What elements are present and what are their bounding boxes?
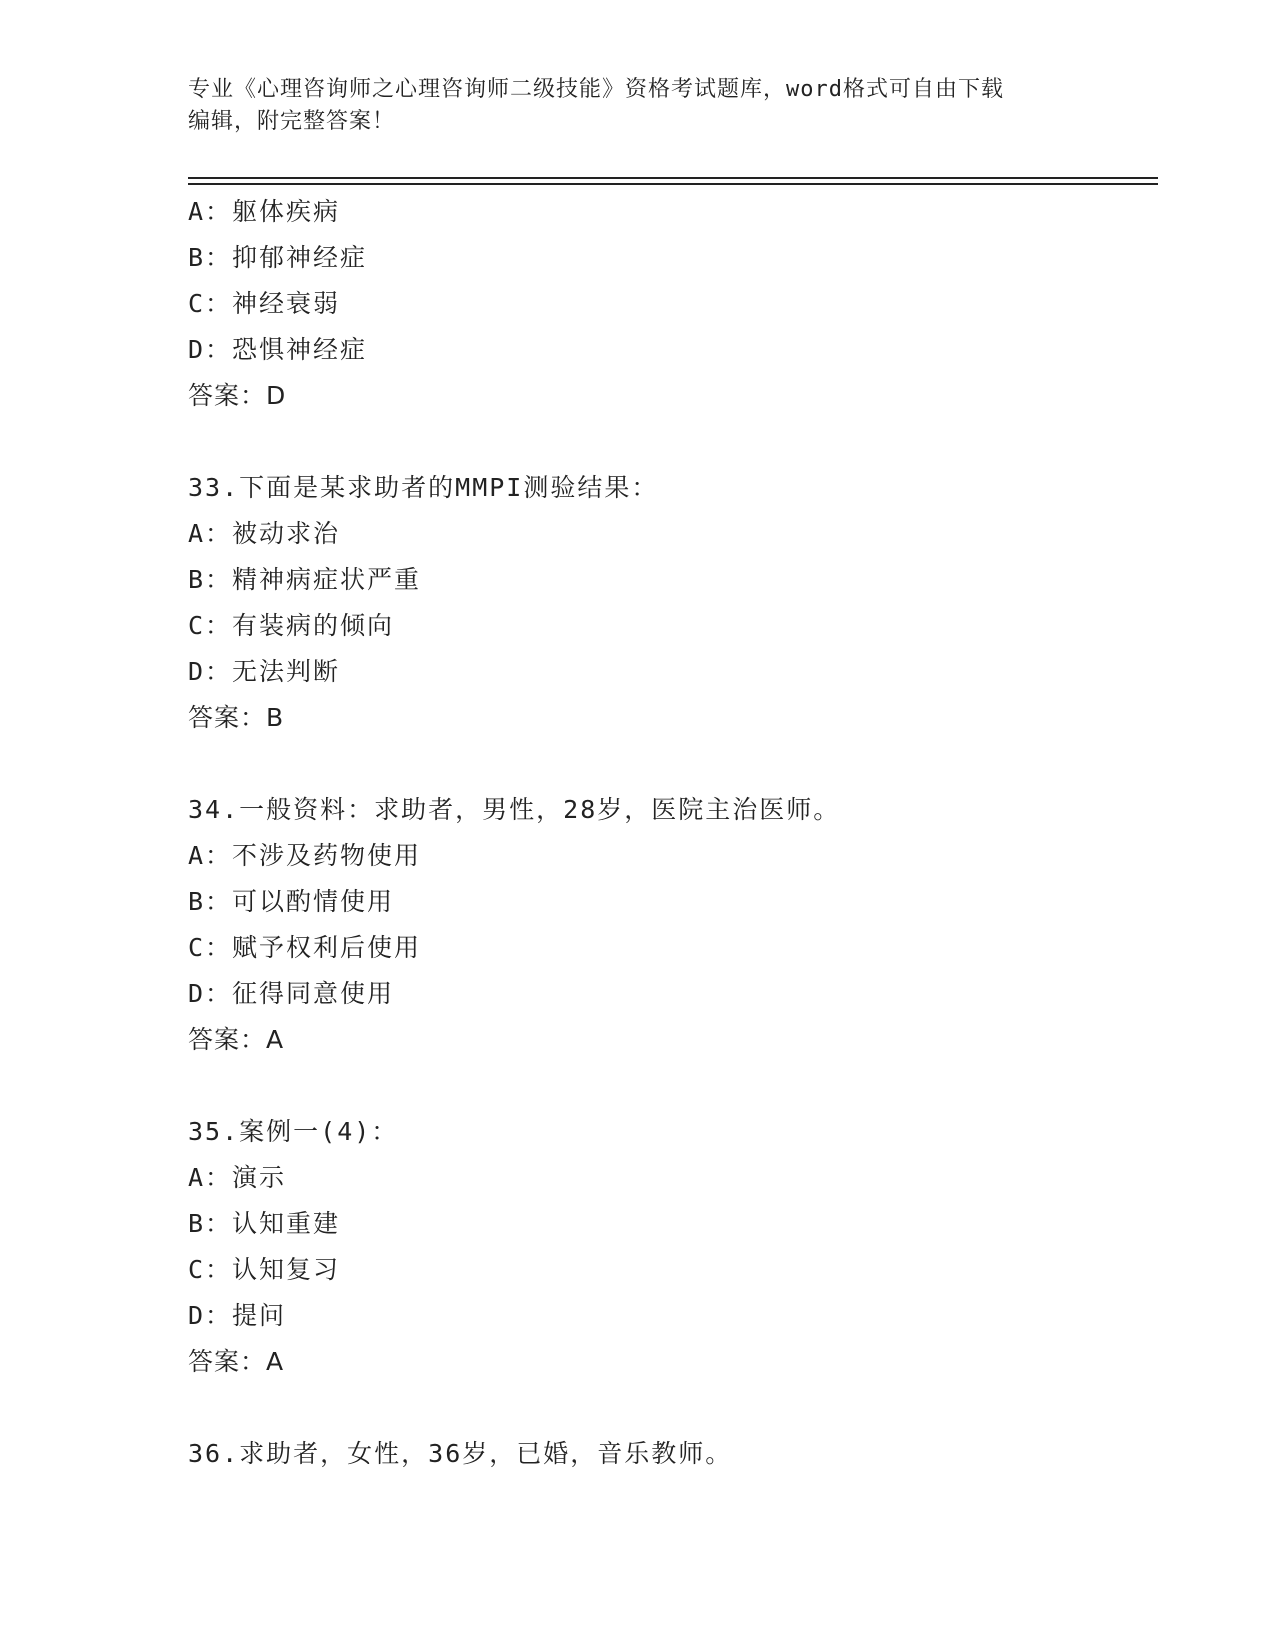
option-a: A：躯体疾病 — [188, 197, 341, 226]
option-b: B：可以酌情使用 — [188, 887, 395, 916]
option-b: B：精神病症状严重 — [188, 565, 422, 594]
answer: 答案：B — [188, 703, 285, 732]
question-34 — [188, 787, 1158, 1063]
header-line-2: 编辑，附完整答案！ — [188, 109, 396, 134]
question-text: 35.案例一(4)： — [188, 1117, 399, 1146]
document-header — [188, 74, 1088, 138]
question-33 — [188, 465, 1158, 741]
option-c: C：赋予权利后使用 — [188, 933, 422, 962]
option-a: A：演示 — [188, 1163, 287, 1192]
header-divider-top — [188, 177, 1158, 179]
question-32-continued — [188, 189, 1158, 419]
option-c: C：神经衰弱 — [188, 289, 341, 318]
answer: 答案：A — [188, 1025, 285, 1054]
question-text: 36.求助者，女性，36岁，已婚，音乐教师。 — [188, 1439, 733, 1468]
question-36 — [188, 1431, 1158, 1477]
option-d: D：恐惧神经症 — [188, 335, 368, 364]
question-text: 34.一般资料：求助者，男性，28岁，医院主治医师。 — [188, 795, 841, 824]
option-b: B：抑郁神经症 — [188, 243, 368, 272]
option-d: D：征得同意使用 — [188, 979, 395, 1008]
option-b: B：认知重建 — [188, 1209, 341, 1238]
option-c: C：有装病的倾向 — [188, 611, 395, 640]
question-35 — [188, 1109, 1158, 1385]
question-list — [188, 189, 1158, 1477]
option-a: A：被动求治 — [188, 519, 341, 548]
option-d: D：无法判断 — [188, 657, 341, 686]
header-divider-bottom — [188, 183, 1158, 185]
option-d: D：提问 — [188, 1301, 287, 1330]
option-a: A：不涉及药物使用 — [188, 841, 422, 870]
answer: 答案：A — [188, 1347, 285, 1376]
answer: 答案：D — [188, 381, 287, 410]
header-line-1: 专业《心理咨询师之心理咨询师二级技能》资格考试题库，word格式可自由下载 — [188, 77, 1004, 102]
question-text: 33.下面是某求助者的MMPI测验结果： — [188, 473, 659, 502]
option-c: C：认知复习 — [188, 1255, 341, 1284]
